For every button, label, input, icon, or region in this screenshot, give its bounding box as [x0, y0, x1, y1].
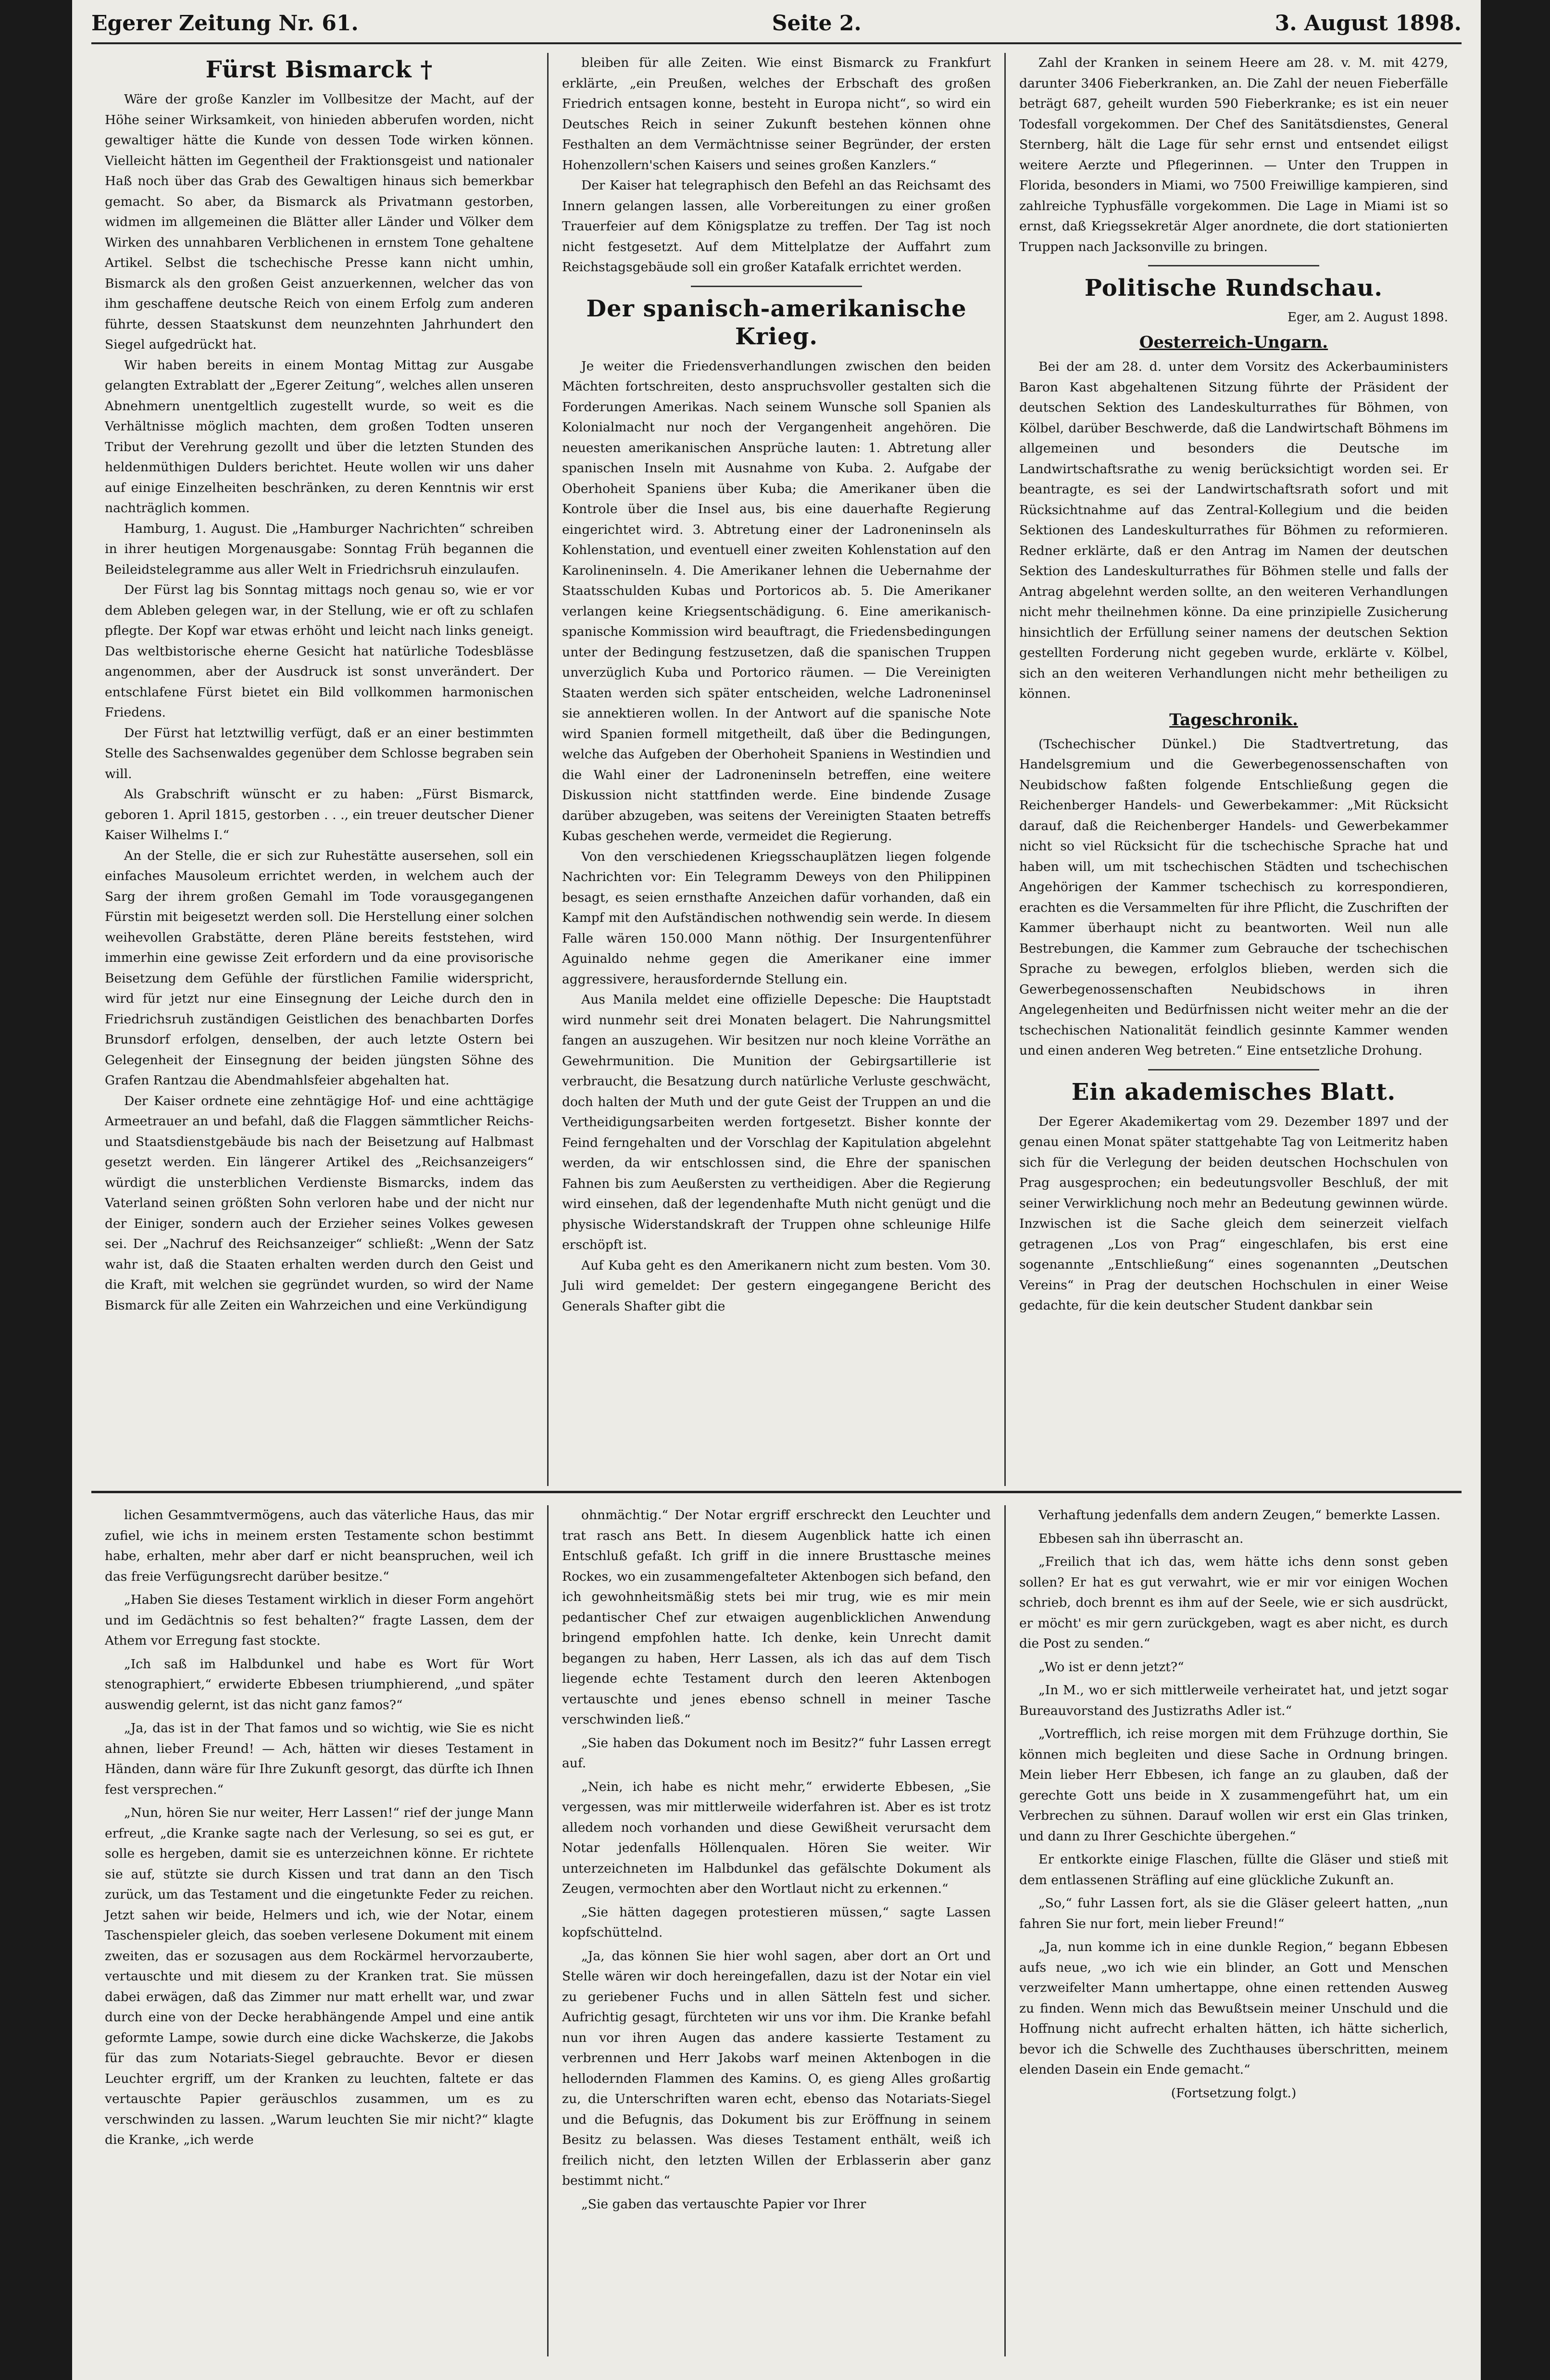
paragraph: Der Fürst lag bis Sonntag mittags noch genau so, wie er vor dem Ableben gelegen war, in der Stellung, wie er oft zu schlafen pflegte. Der Kopf war etwas erhöht und leicht nach links geneigt. Das weltbistorische eherne Gesicht hat natürliche Todesblässe angenommen, aber der Ausdruck ist sonst unverändert. Der entschlafene Fürst bietet ein Bild vollkommen harmonischen Friedens. — [105, 582, 534, 720]
paragraph: Ebbesen sah ihn überrascht an. — [1038, 1531, 1244, 1546]
paragraph: Wäre der große Kanzler im Vollbesitze der Macht, auf der Höhe seiner Wirksamkeit, von hinieden abberufen worden, nicht gewaltiger hätte die Kunde von dessen Tode wirken können. Vielleicht hätten im Gegentheil der Fraktionsgeist und nationaler Haß noch über das Grab des Gewaltigen hinaus sich bemerkbar gemacht. So aber, da Bismarck als Privatmann gestorben, widmen im allgemeinen die Blätter aller Länder und Völker dem Wirken des unnahbaren Verblichenen in ernstem Tone gehaltene Artikel. Selbst die tschechische Presse kann nicht umhin, Bismarck als den großen Geist anzuerkennen, welcher das von ihm geschaffene deutsche Reich von einem Erfolg zum anderen führte, dessen Staatskunst dem neunzehnten Jahrhundert den Siegel aufgedrückt hat. — [105, 92, 534, 352]
feuilleton-column-3 — [1004, 1505, 1462, 2356]
paragraph: bleiben für alle Zeiten. Wie einst Bismarck zu Frankfurt erklärte, „ein Preußen, welches der Erbschaft des großen Friedrich entsagen konne, besteht in Europa nicht“, so wird ein Deutsches Reich in seiner Zukunft bestehen können ohne Festhalten an dem Vermächtnisse seiner Begründer, der ersten Hohenzollern'schen Kaisers und seines großen Kanzlers.“ — [562, 55, 991, 173]
paragraph: Der Fürst hat letztwillig verfügt, daß er an einer bestimmten Stelle des Sachsenwaldes gegenüber dem Schlosse begraben sein will. — [105, 725, 534, 781]
paragraph: „Vortrefflich, ich reise morgen mit dem Frühzuge dorthin, Sie können mich begleiten und diese Sache in Ordnung bringen. Mein lieber Herr Ebbesen, ich fange an zu glauben, daß der gerechte Gott uns beide in X zusammengeführt hat, um ein Verbrechen zu sühnen. Darauf wollen wir erst ein Glas trinken, und dann zu Ihrer Geschichte übergehen.“ — [1019, 1726, 1448, 1844]
paragraph: Bei der am 28. d. unter dem Vorsitz des Ackerbauministers Baron Kast abgehaltenen Sitzung führte der Präsident der deutschen Sektion des Landeskulturrathes für Böhmen, von Kölbel, darüber Beschwerde, daß die Landwirtschaft Böhmens im allgemeinen und besonders die Deutsche im Landwirtschaftsrathe zu wenig berücksichtigt worden sei. Er beantragte, es sei der Landwirtschaftsrath sofort und mit Rücksichtnahme auf das Zentral-Kollegium und die beiden Sektionen des Landeskulturrathes für Böhmen zu reformieren. Redner erklärte, daß er den Antrag im Namen der deutschen Sektion des Landeskulturrathes für Böhmen stelle und falls der Antrag abgelehnt werden sollte, an den weiteren Verhandlungen nicht mehr theilnehmen könne. Da eine prinzipielle Zusicherung hinsichtlich der Erfüllung seiner namens der deutschen Sektion gestellten Forderung nicht gegeben wurde, erklärte v. Kölbel, sich an den weiteren Verhandlungen nicht mehr betheiligen zu können. — [1019, 359, 1448, 701]
section-divider — [1148, 1069, 1320, 1070]
article-title-politics: Politische Rundschau. — [1084, 275, 1383, 302]
section-heading-chronicle: Tageschronik. — [1169, 710, 1298, 730]
feuilleton-column-1 — [91, 1505, 547, 2356]
paragraph: Der Kaiser hat telegraphisch den Befehl an das Reichsamt des Innern gelangen lassen, alle Vorbereitungen zu einer großen Trauerfeier auf dem Königsplatze zu treffen. Der Tag ist noch nicht festgesetzt. Auf dem Mittelplatze der Auffahrt zum Reichstagsgebäude soll ein großer Katafalk errichtet werden. — [562, 178, 991, 275]
paragraph: Zahl der Kranken in seinem Heere am 28. v. M. mit 4279, darunter 3406 Fieberkranken, an. Die Zahl der neuen Fieberfälle beträgt 687, geheilt wurden 590 Fieberkranke; es ist ein neuer Todesfall vorgekommen. Der Chef des Sanitätsdienstes, General Sternberg, hält die Lage für sehr ernst und entsendet eiligst weitere Aerzte und Pflegerinnen. — Unter den Truppen in Florida, besonders in Miami, wo 7500 Freiwillige kampieren, sind zahlreiche Typhusfälle vorgekommen. Die Lage in Miami ist so ernst, daß Kriegssekretär Alger anordnete, die dort stationierten Truppen nach Jacksonville zu bringen. — [1019, 55, 1448, 254]
paragraph: Von den verschiedenen Kriegsschauplätzen liegen folgende Nachrichten vor: Ein Telegramm Deweys von den Philippinen besagt, es seien ernsthafte Anzeichen dafür vorhanden, daß ein Kampf mit den Aufständischen nothwendig sein werde. In diesem Falle wären 150.000 Mann nöthig. Der Insurgentenführer Aguinaldo nehme gegen die Amerikaner eine immer aggressivere, herausfordernde Stellung ein. — [562, 849, 991, 987]
dateline: Eger, am 2. August 1898. — [1287, 310, 1448, 325]
paragraph: „Freilich that ich das, wem hätte ichs denn sonst geben sollen? Er hat es gut verwahrt, wie er mir vor einigen Wochen schrieb, doch brennt es ihm auf der Seele, wie er sich ausdrückt, er möcht' es mir gern zurückgeben, wagt es aber nicht, es durch die Post zu senden.“ — [1019, 1554, 1448, 1651]
header-newspaper-issue: Egerer Zeitung Nr. 61. — [91, 11, 359, 36]
paragraph: Aus Manila meldet eine offizielle Depesche: Die Hauptstadt wird nunmehr seit drei Monaten belagert. Die Nahrungsmittel fangen an auszugehen. Wir besitzen nur noch kleine Vorräthe an Gewehrmunition. Die Munition der Gebirgsartillerie ist verbraucht, die Besatzung durch natürliche Verluste geschwächt, doch halten der Muth und der gute Geist der Truppen an und die Vertheidigungsarbeiten werden fortgesetzt. Bisher konnte der Feind ferngehalten und der Vorschlag der Kapitulation abgelehnt werden, da wir entschlossen sind, die Ehre der spanischen Fahnen bis zum Aeußersten zu vertheidigen. Aber die Regierung wird einsehen, daß der legendenhafte Muth nicht genügt und die physische Widerstandskraft der Truppen ohne schleunige Hilfe erschöpft ist. — [562, 992, 991, 1252]
paragraph: Je weiter die Friedensverhandlungen zwischen den beiden Mächten fortschreiten, desto anspruchsvoller gestalten sich die Forderungen Amerikas. Nach seinem Wunsche soll Spanien als Kolonialmacht nur noch der Vergangenheit angehören. Die neuesten amerikanischen Ansprüche lauten: 1. Abtretung aller spanischen Inseln mit Ausnahme von Kuba. 2. Aufgabe der Oberhoheit Spaniens über Kuba; die Amerikaner üben die Kontrole über die Insel aus, bis eine dauerhafte Regierung eingerichtet wird. 3. Abtretung einer der Ladroneninseln als Kohlenstation, und eventuell einer zweiten Kohlenstation auf den Karolineninseln. 4. Die Amerikaner lehnen die Uebernahme der Staatsschulden Kubas und Portoricos ab. 5. Die Amerikaner verlangen keine Kriegsentschädigung. 6. Eine amerikanisch-spanische Kommission wird beauftragt, die Friedensbedingungen unter der Bedingung festzusetzen, daß die spanischen Truppen unverzüglich Kuba und Portorico räumen. — Die Vereinigten Staaten werden sich später entscheiden, welche Ladroneninsel sie annektieren wollen. In der Antwort auf die spanische Note wird Spanien formell mitgetheilt, daß über die Bedingungen, welche das Aufgeben der Oberhoheit Spaniens in Westindien und die Wahl einer der Ladroneninseln betreffen, eine weitere Diskussion nicht stattfinden werde. Eine bindende Zusage darüber abzugeben, was seitens der Vereinigten Staaten betreffs Kubas geschehen werde, vermeidet die Regierung. — [562, 358, 991, 844]
paragraph: „Nein, ich habe es nicht mehr,“ erwiderte Ebbesen, „Sie vergessen, was mir mittlerweile widerfahren ist. Aber es ist trotz alledem noch vorhanden und diese Gewißheit verursacht dem Notar jedenfalls Höllenqualen. Hören Sie weiter. Wir unterzeichneten im Halbdunkel das gefälschte Dokument als Zeugen, vermochten aber den Wortlaut nicht zu erkennen.“ — [562, 1779, 991, 1896]
column-1 — [91, 53, 547, 1486]
paragraph: Verhaftung jedenfalls dem andern Zeugen,“ bemerkte Lassen. — [1038, 1508, 1440, 1523]
paragraph: „Sie gaben das vertauschte Papier vor Ihrer — [581, 2196, 866, 2212]
paragraph: „Ja, das können Sie hier wohl sagen, aber dort an Ort und Stelle wären wir doch hereingefallen, dazu ist der Notar ein viel zu geriebener Fuchs und in allen Sätteln fest und sicher. Aufrichtig gesagt, fürchteten wir uns vor ihm. Die Kranke befahl nun vor ihren Augen das andere kassierte Testament zu verbrennen und Herr Jakobs warf meinen Aktenbogen in die hellodernden Flammen des Kamins. O, es gieng Alles großartig zu, die Unterschriften waren echt, ebenso das Notariats-Siegel und die Befugnis, das Dokument bis zur Eröffnung in seinem Besitz zu belassen. Was dieses Testament enthält, weiß ich freilich nicht, den letzten Willen der Erblasserin aber ganz bestimmt nicht.“ — [562, 1948, 991, 2188]
paragraph: Als Grabschrift wünscht er zu haben: „Fürst Bismarck, geboren 1. April 1815, gestorben . . ., ein treuer deutscher Diener Kaiser Wilhelms I.“ — [105, 787, 534, 843]
paragraph: „Haben Sie dieses Testament wirklich in dieser Form angehört und im Gedächtnis so fest behalten?“ fragte Lassen, dem der Athem vor Erregung fast stockte. — [105, 1592, 534, 1648]
paragraph: Er entkorkte einige Flaschen, füllte die Gläser und stieß mit dem entlassenen Sträfling auf eine glückliche Zukunft an. — [1019, 1852, 1448, 1888]
paragraph: Der Egerer Akademikertag vom 29. Dezember 1897 und der genau einen Monat später stattgehabte Tag von Leitmeritz haben sich für die Verlegung der beiden deutschen Hochschulen von Prag ausgesprochen; ein bedeutungsvoller Beschluß, der mit seiner Verwirklichung noch mehr an Bedeutung gewinnen würde. Inzwischen ist die Sache gleich dem seinerzeit vielfach getragenen „Los von Prag“ eingeschlafen, bis erst eine sogenannte „Entschließung“ eines sogenannten „Deutschen Vereins“ in Prag der deutschen Hochschulen in einer Weise gedachte, für die kein deutscher Student dankbar sein — [1019, 1114, 1448, 1313]
paragraph: An der Stelle, die er sich zur Ruhestätte ausersehen, soll ein einfaches Mausoleum errichtet werden, in welchem auch der Sarg der ihrem großen Gemahl im Tode vorausgegangenen Fürstin mit beigesetzt werden soll. Die Herstellung einer solchen weihevollen Grabstätte, deren Pläne bereits feststehen, wird immerhin eine gewisse Zeit erfordern und da eine provisorische Beisetzung dem Gefühle der fürstlichen Familie widerspricht, wird für jetzt nur eine Einsegnung der Leiche durch den in Friedrichsruh zuständigen Geistlichen des benachbarten Dorfes Brunsdorf erfolgen, denselben, der auch letzte Ostern bei Gelegenheit der Einsegnung der beiden jüngsten Söhne des Grafen Rantzau die Abendmahlsfeier abgehalten hat. — [105, 848, 534, 1088]
top-columns — [91, 53, 1462, 1486]
feuilleton-divider — [91, 1491, 1462, 1493]
paragraph: ohnmächtig.“ Der Notar ergriff erschreckt den Leuchter und trat rasch ans Bett. In diesem Augenblick hatte ich einen Entschluß gefaßt. Ich griff in die innere Brusttasche meines Rockes, wo ein zusammengefalteter Aktenbogen sich befand, den ich gewohnheitsmäßig stets bei mir trug, wie es mir mein pedantischer Chef zur etwaigen augenblicklichen Anwendung bringend empfohlen hatte. Ich denke, kein Unrecht damit begangen zu haben, Herr Lassen, als ich das auf dem Tisch liegende echte Testament durch den leeren Aktenbogen vertauschte und jenes ebenso schnell in meiner Tasche verschwinden ließ.“ — [562, 1508, 991, 1727]
section-heading-austria: Oesterreich-Ungarn. — [1139, 333, 1328, 352]
paragraph: „So,“ fuhr Lassen fort, als sie die Gläser geleert hatten, „nun fahren Sie nur fort, mein lieber Freund!“ — [1019, 1896, 1448, 1931]
paragraph: „Ja, nun komme ich in eine dunkle Region,“ begann Ebbesen aufs neue, „wo ich wie ein blinder, an Gott und Menschen verzweifelter Mann umhertappe, ohne einen rettenden Ausweg zu finden. Wenn mich das Bewußtsein meiner Unschuld und die Hoffnung nicht aufrecht erhalten hätten, ich hätte sicherlich, bevor ich die Schwelle des Zuchthauses überschritten, meinem elenden Dasein ein Ende gemacht.“ — [1019, 1939, 1448, 2077]
section-divider — [1148, 265, 1320, 266]
to-be-continued: (Fortsetzung folgt.) — [1171, 2085, 1297, 2101]
paragraph: „Sie hätten dagegen protestieren müssen,“ sagte Lassen kopfschüttelnd. — [562, 1904, 991, 1940]
newspaper-page — [72, 0, 1481, 2380]
paragraph: „Nun, hören Sie nur weiter, Herr Lassen!“ rief der junge Mann erfreut, „die Kranke sagte nach der Verlesung, so sei es gut, er solle es hergeben, damit sie es unterzeichnen könne. Er richtete sie auf, stützte sie durch Kissen und trat dann an den Tisch zurück, um das Testament und die eingetunkte Feder zu reichen. Jetzt sahen wir beide, Helmers und ich, wie der Notar, einem Taschenspieler gleich, das soeben verlesene Dokument mit einem zweiten, das er sozusagen aus dem Rockärmel hervorzauberte, vertauschte und mit diesem zu der Kranken trat. Sie müssen dabei erwägen, daß das Zimmer nur matt erhellt war, und zwar durch eine von der Decke herabhängende Ampel und eine antik geformte Lampe, sowie durch eine dicke Wachskerze, die Jakobs für das zum Notariats-Siegel gebrauchte. Bevor er diesen Leuchter ergriff, um der Kranken zu leuchten, faltete er das vertauschte Papier geräuschlos zusammen, um es zu verschwinden zu lassen. „Warum leuchten Sie mir nicht?“ klagte die Kranke, „ich werde — [105, 1805, 534, 2147]
feuilleton-columns — [91, 1505, 1462, 2356]
column-2 — [547, 53, 1004, 1486]
article-title-war: Der spanisch-amerikanische Krieg. — [586, 295, 967, 350]
paragraph: Wir haben bereits in einem Montag Mittag zur Ausgabe gelangten Extrablatt der „Egerer Zeitung“, welches allen unseren Abnehmern unentgeltlich zugestellt wurde, so weit es die Verhältnisse möglich machten, dem großen Todten unseren Tribut der Verehrung gezollt und über die letzten Stunden des heldenmüthigen Dulders berichtet. Heute wollen wir uns daher auf einige Einzelheiten beschränken, zu deren Kenntnis wir erst nachträglich kommen. — [105, 357, 534, 516]
paragraph: lichen Gesammtvermögens, auch das väterliche Haus, das mir zufiel, wie ichs in meinem ersten Testamente schon bestimmt habe, erhalten, mehr aber darf er nicht beanspruchen, weil ich das freie Verfügungsrecht darüber besitze.“ — [105, 1508, 534, 1584]
article-title-academic: Ein akademisches Blatt. — [1071, 1078, 1396, 1106]
paragraph: (Tschechischer Dünkel.) Die Stadtvertretung, das Handelsgremium und die Gewerbegenossenschaften von Neubidschow faßten folgende Entschließung gegen die Reichenberger Handels- und Gewerbekammer: „Mit Rücksicht darauf, daß die Reichenberger Handels- und Gewerbekammer nicht so viel Rücksicht für die tschechische Sprache hat und haben will, um mit tschechischen Städten und tschechischen Angehörigen der Kammer tschechisch zu korrespondieren, erachten es die Versammelten für ihre Pflicht, die Zuschriften der Kammer überhaupt nicht zu beantworten. Weil nun alle Bestrebungen, die Kammer zum Gebrauche der tschechischen Sprache zu bewegen, erfolglos blieben, werden sich die Gewerbegenossenschaften Neubidschows in ihren Angelegenheiten und Bedürfnissen nicht weiter mehr an die der tschechischen Nationalität feindlich gesinnte Kammer wenden und einen anderen Weg betreten.“ Eine entsetzliche Drohung. — [1019, 736, 1448, 1058]
paragraph: „Sie haben das Dokument noch im Besitz?“ fuhr Lassen erregt auf. — [562, 1735, 991, 1771]
paragraph: „Ich saß im Halbdunkel und habe es Wort für Wort stenographiert,“ erwiderte Ebbesen triumphierend, „und später auswendig gelernt, ist das nicht ganz famos?“ — [105, 1656, 534, 1713]
paragraph: „Wo ist er denn jetzt?“ — [1038, 1659, 1184, 1675]
column-3 — [1004, 53, 1462, 1486]
page-header — [91, 4, 1462, 44]
paragraph: „In M., wo er sich mittlerweile verheiratet hat, und jetzt sogar Bureauvorstand des Justizraths Adler ist.“ — [1019, 1683, 1448, 1718]
paragraph: „Ja, das ist in der That famos und so wichtig, wie Sie es nicht ahnen, lieber Freund! — Ach, hätten wir dieses Testament in Händen, dann wäre für Ihre Zukunft gesorgt, das dürfte ich Ihnen fest versprechen.“ — [105, 1721, 534, 1797]
paragraph: Der Kaiser ordnete eine zehntägige Hof- und eine achttägige Armeetrauer an und befahl, daß die Flaggen sämmtlicher Reichs- und Staatsdienstgebäude bis nach der Beisetzung auf Halbmast gesetzt werden. Ein längerer Artikel des „Reichsanzeigers“ würdigt die unsterblichen Verdienste Bismarcks, indem das Vaterland seinen größten Sohn verloren habe und der nicht nur der Einiger, sondern auch der Erzieher seines Volkes gewesen sei. Der „Nachruf des Reichsanzeiger“ schließt: „Wenn der Satz wahr ist, daß die Staaten erhalten werden durch den Geist und die Kraft, mit welchen sie gegründet wurden, so wird der Name Bismarck für alle Zeiten ein Wahrzeichen und eine Verkündigung — [105, 1093, 534, 1313]
header-page-number: Seite 2. — [772, 11, 862, 36]
article-title-bismarck: Fürst Bismarck † — [205, 56, 433, 83]
paragraph: Auf Kuba geht es den Amerikanern nicht zum besten. Vom 30. Juli wird gemeldet: Der gestern eingegangene Bericht des Generals Shafter gibt die — [562, 1258, 991, 1314]
header-date: 3. August 1898. — [1275, 11, 1462, 36]
feuilleton-column-2 — [547, 1505, 1004, 2356]
paragraph: Hamburg, 1. August. Die „Hamburger Nachrichten“ schreiben in ihrer heutigen Morgenausgabe: Sonntag Früh begannen die Beileidstelegramme aus aller Welt in Friedrichsruh einzulaufen. — [105, 521, 534, 577]
section-divider — [691, 286, 862, 287]
